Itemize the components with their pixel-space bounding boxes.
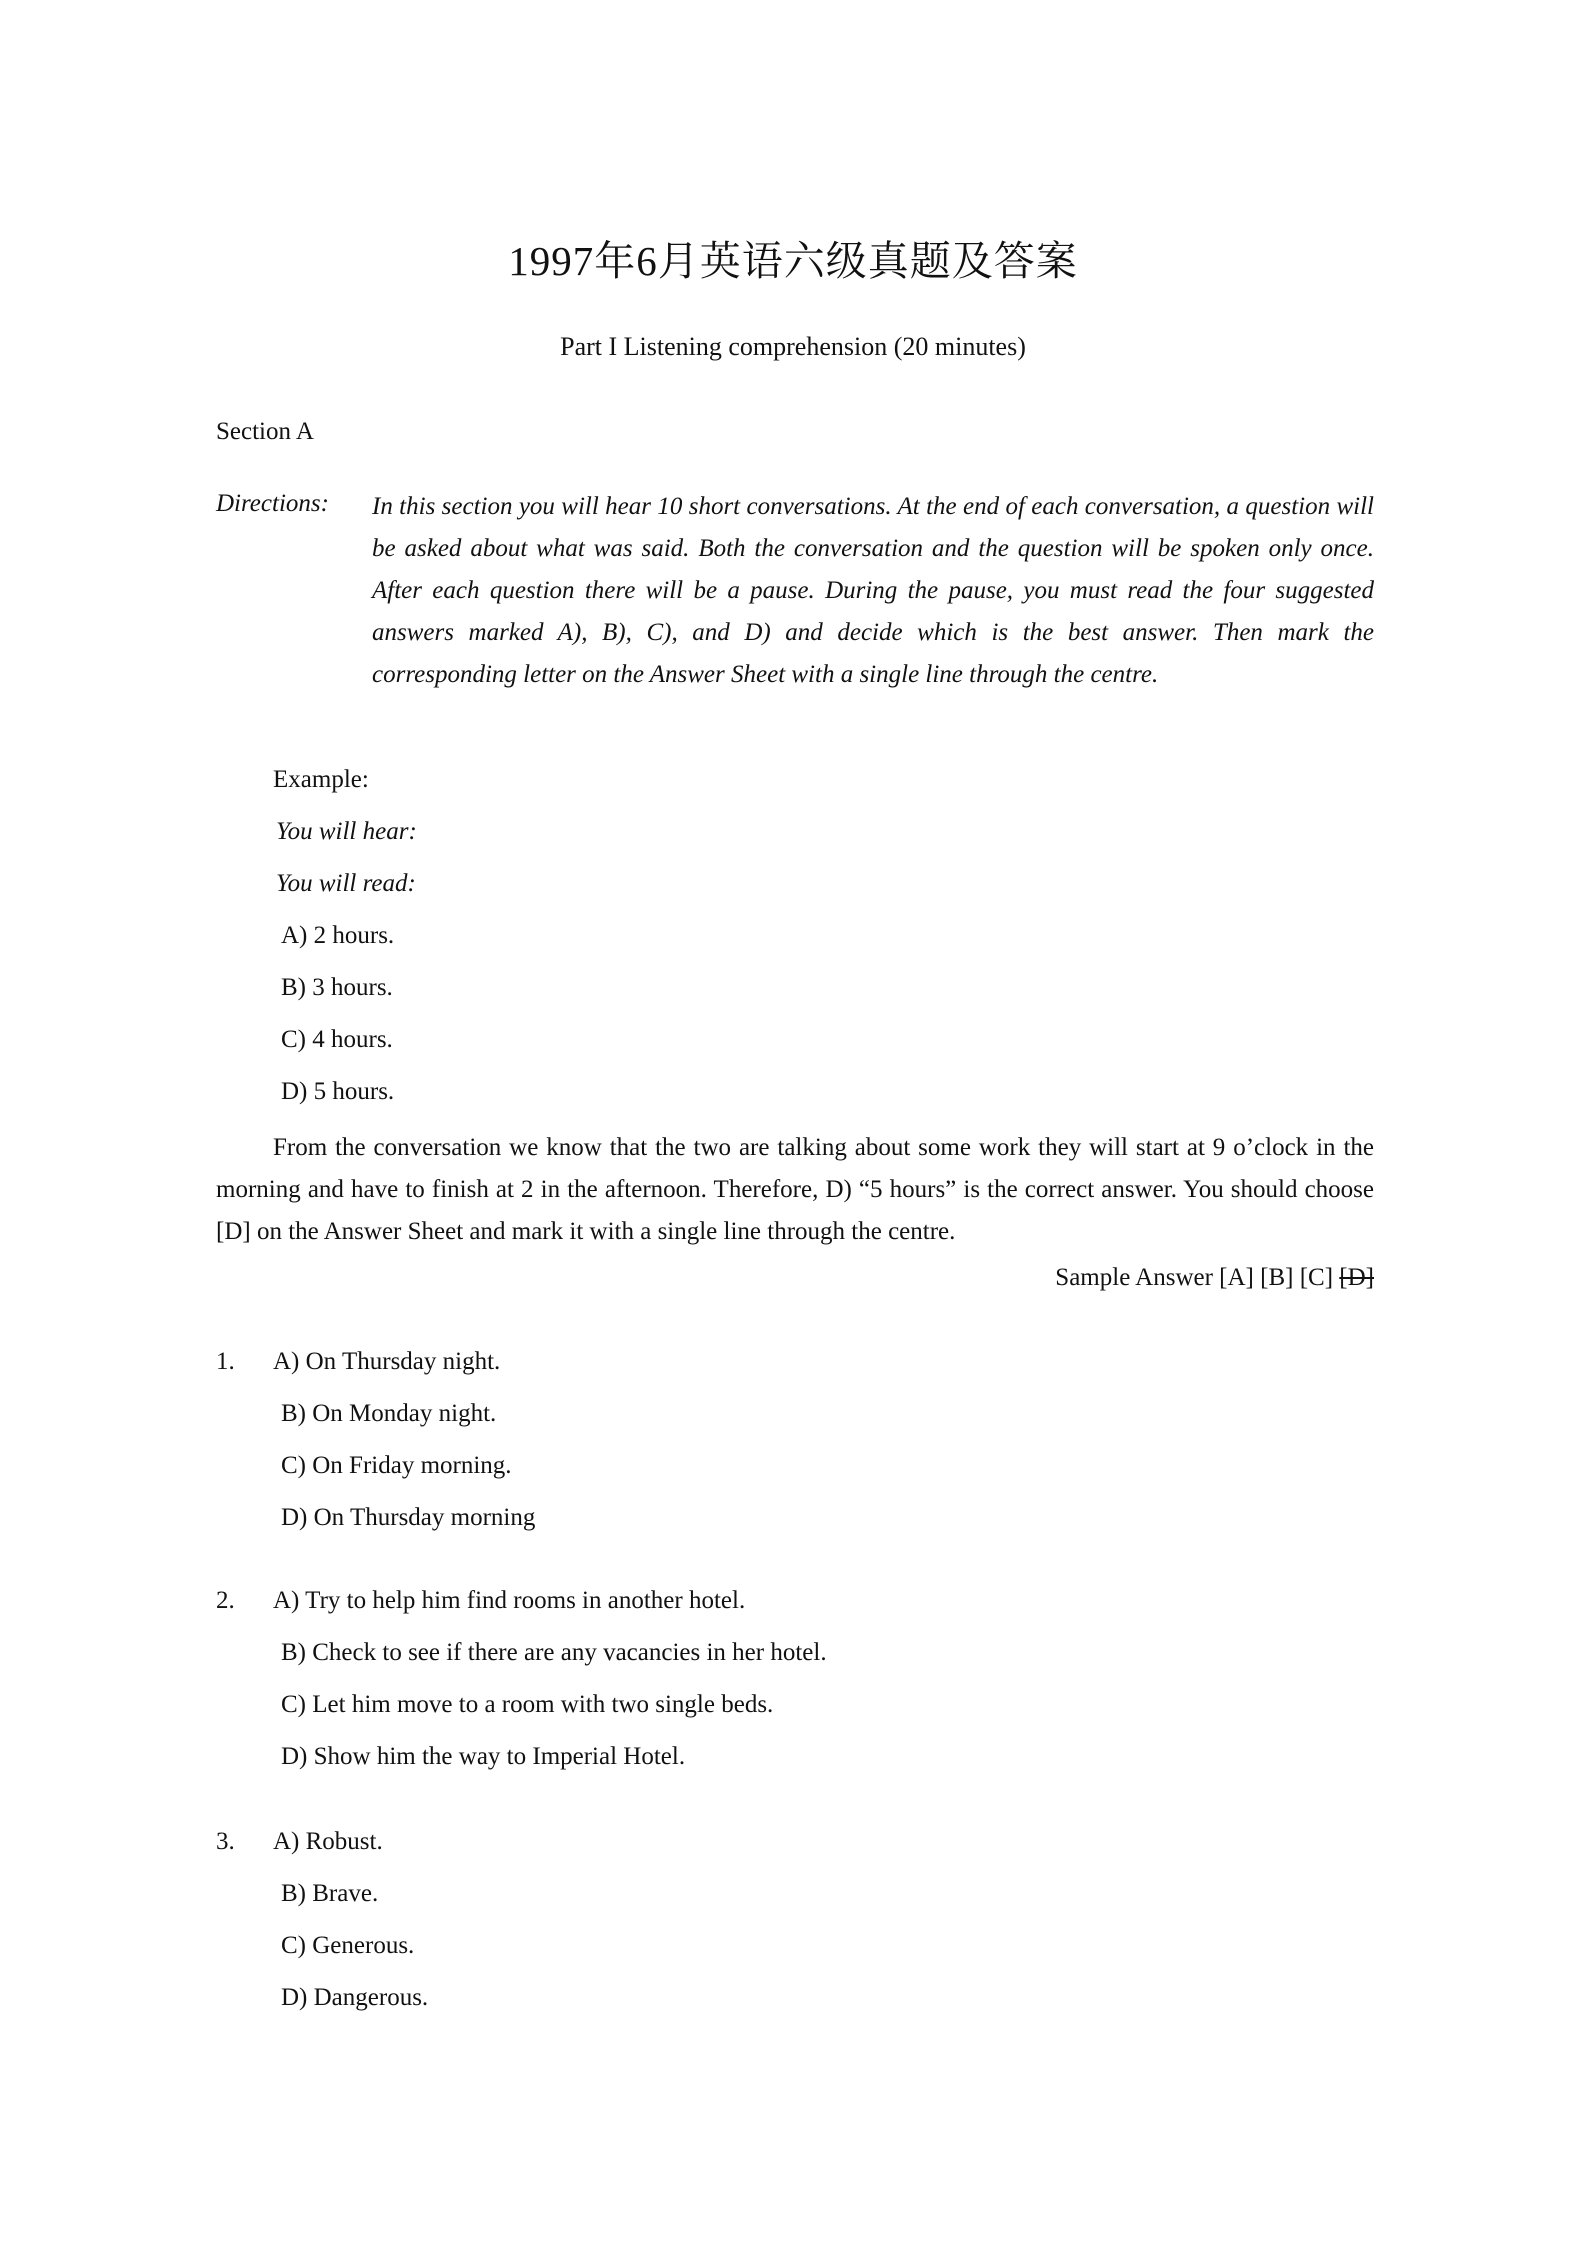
question-option: C) Generous.	[281, 1932, 415, 1959]
directions-text: In this section you will hear 10 short conversations. At the end of each conversation, a question will be asked about what was said. Both the conversation and the question will be spoken only once. After each question there will be a pause. During the pause, you must read the four suggested answers marked A), B), C), and D) and decide which is the best answer. Then mark the corresponding letter on the Answer Sheet with a single line through the centre.	[372, 493, 1374, 688]
question-option: A) Try to help him find rooms in another hotel.	[273, 1587, 746, 1614]
sample-answer	[1055, 1264, 1374, 1292]
question-number: 2.	[216, 1587, 235, 1614]
section-heading: Section A	[216, 418, 314, 445]
question-number: 3.	[216, 1828, 235, 1855]
question-option: D) On Thursday morning	[281, 1504, 536, 1531]
question-option: C) On Friday morning.	[281, 1452, 512, 1479]
question-option: D) Dangerous.	[281, 1984, 429, 2011]
page-title: 1997年6月英语六级真题及答案	[508, 238, 1078, 284]
sample-answer-marked: [D]	[1339, 1264, 1374, 1291]
question-option: B) On Monday night.	[281, 1400, 497, 1427]
question-option: B) Check to see if there are any vacancies in her hotel.	[281, 1639, 827, 1666]
sample-answer-prefix: Sample Answer [A] [B] [C]	[1055, 1264, 1340, 1291]
question-option: A) On Thursday night.	[273, 1348, 501, 1375]
example-hear-label: You will hear:	[276, 818, 417, 845]
example-label: Example:	[273, 766, 369, 793]
example-option: B) 3 hours.	[281, 974, 393, 1001]
example-explanation: From the conversation we know that the two are talking about some work they will start at 9 o’clock in the morning and have to finish at 2 in the afternoon. Therefore, D) “5 hours” is the correct answer. You should choose [D] on the Answer Sheet and mark it with a single line through the centre.	[216, 1134, 1374, 1245]
question-option: D) Show him the way to Imperial Hotel.	[281, 1743, 686, 1770]
example-option: D) 5 hours.	[281, 1078, 395, 1105]
example-read-label: You will read:	[276, 870, 416, 897]
example-option: C) 4 hours.	[281, 1026, 393, 1053]
question-option: A) Robust.	[273, 1828, 383, 1855]
question-option: C) Let him move to a room with two single beds.	[281, 1691, 774, 1718]
part-heading: Part I Listening comprehension (20 minutes)	[560, 332, 1026, 361]
question-number: 1.	[216, 1348, 235, 1375]
example-option: A) 2 hours.	[281, 922, 395, 949]
question-option: B) Brave.	[281, 1880, 379, 1907]
directions-label: Directions:	[216, 490, 329, 517]
